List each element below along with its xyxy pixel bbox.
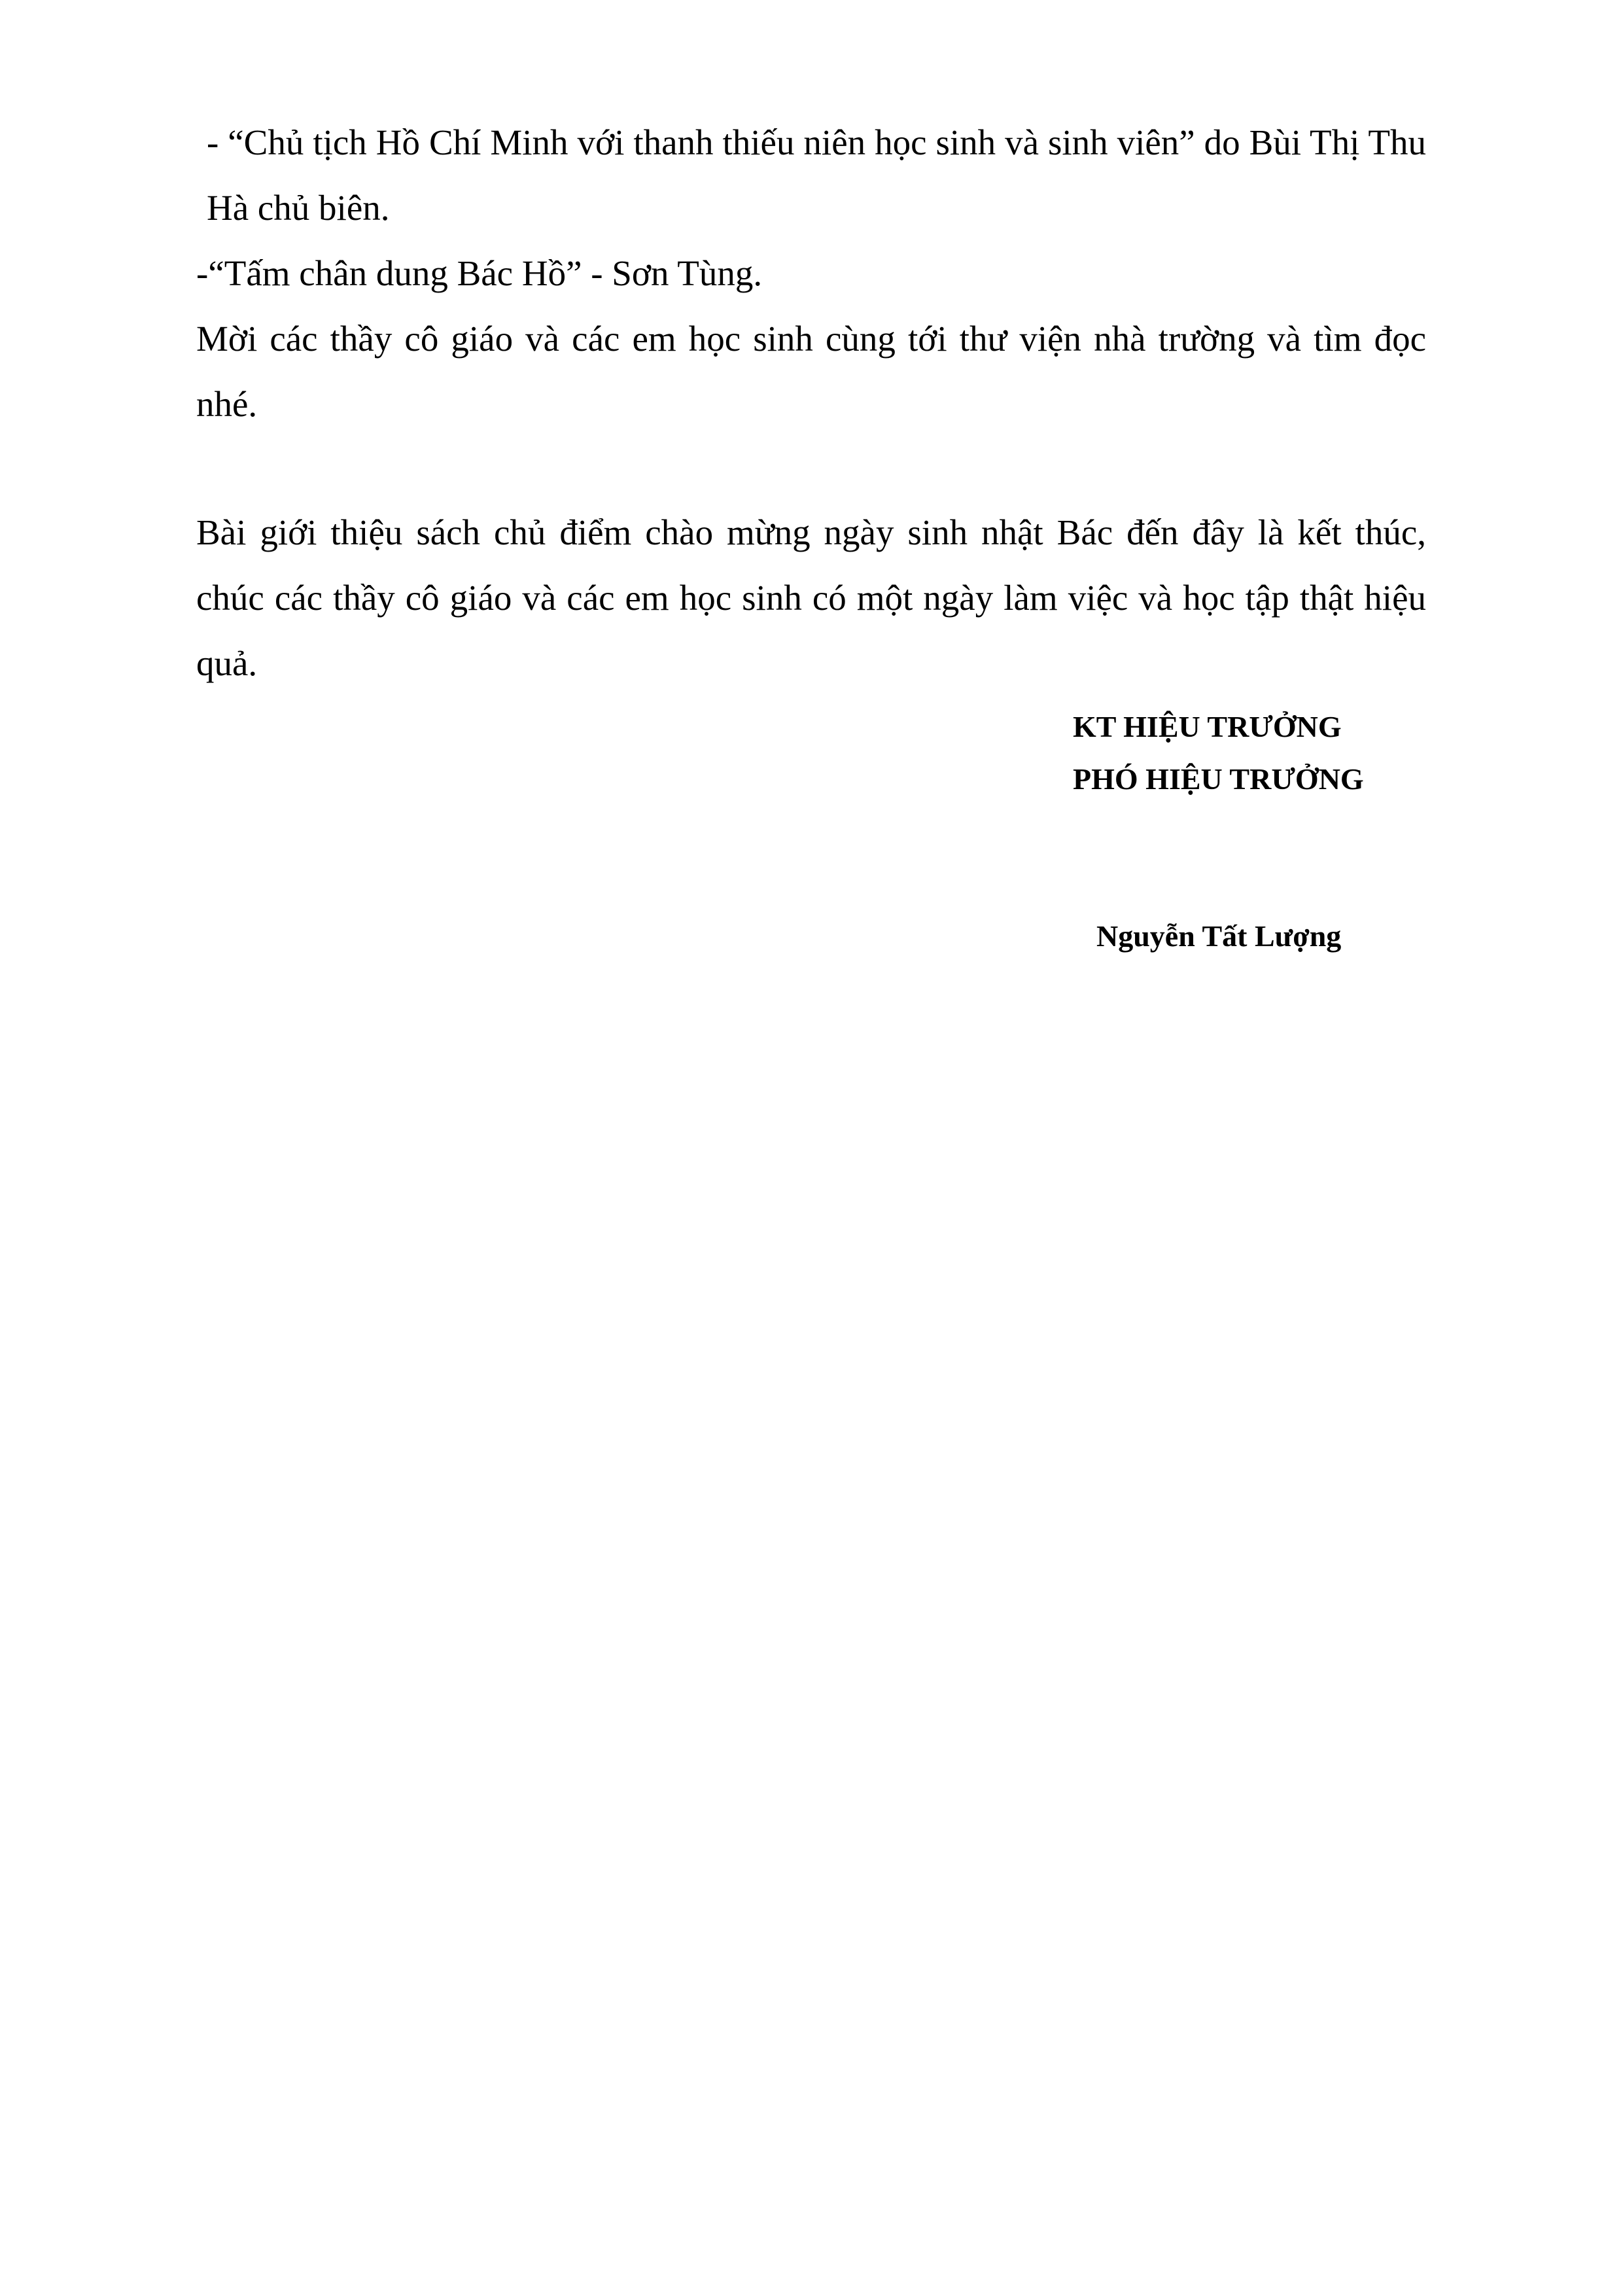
reference-item-1: - “Chủ tịch Hồ Chí Minh với thanh thiếu niên học sinh và sinh viên” do Bùi Thị Thu Hà chủ biên. [207,122,1426,228]
invitation-paragraph: Mời các thầy cô giáo và các em học sinh cùng tới thư viện nhà trường và tìm đọc nhé. [196,319,1426,424]
references-block [196,110,1426,437]
signature-title-line-2: PHÓ HIỆU TRƯỞNG [1073,762,1364,796]
signature-title-line-1: KT HIỆU TRƯỞNG [1073,710,1342,743]
closing-block [196,500,1426,696]
reference-item-2: -“Tấm chân dung Bác Hồ” - Sơn Tùng. [196,253,763,293]
closing-paragraph: Bài giới thiệu sách chủ điểm chào mừng ngày sinh nhật Bác đến đây là kết thúc, chúc các thầy cô giáo và các em học sinh có một ngày làm việc và học tập thật hiệu quả. [196,512,1426,683]
signatory-name: Nguyễn Tất Lượng [1096,919,1342,953]
